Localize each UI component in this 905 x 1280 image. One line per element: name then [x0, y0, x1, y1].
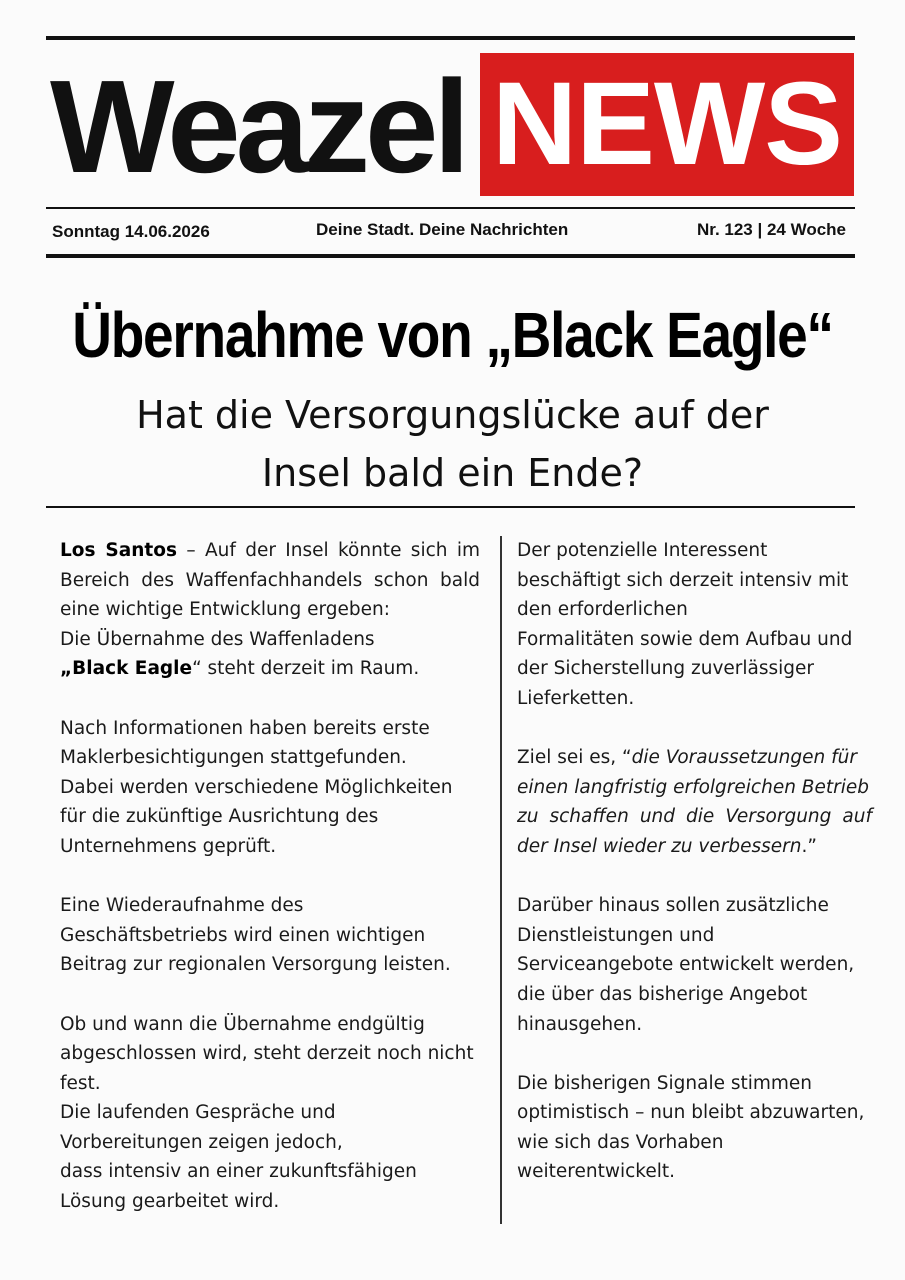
text-line: Maklerbesichtigungen stattgefunden.	[60, 747, 407, 769]
text-line: für die zukünftige Ausrichtung des	[60, 806, 379, 828]
article-headline: Übernahme von „Black Eagle“	[72, 299, 833, 371]
column-divider	[500, 536, 502, 1224]
masthead-weazel-logo: Weazel	[50, 53, 466, 200]
right-paragraph-3	[517, 891, 872, 1039]
left-paragraph-3	[60, 891, 480, 980]
text-line: Dabei werden verschiedene Möglichkeiten	[60, 776, 453, 798]
headline-rule	[46, 506, 855, 508]
quote-text: zu schaffen und die Versorgung auf	[517, 806, 872, 828]
text-line: Lieferketten.	[517, 687, 635, 709]
quote-text: die Voraussetzungen für	[631, 747, 857, 769]
text-line: Der potenzielle Interessent	[517, 540, 768, 561]
text-span: .”	[801, 835, 817, 857]
subheadline-line-1: Hat die Versorgungslücke auf der	[136, 393, 769, 437]
masthead-news-logo	[480, 53, 854, 196]
dateline-location: Los Santos	[60, 540, 177, 561]
text-span: Ziel sei es, “	[517, 747, 632, 769]
text-line: Die bisherigen Signale stimmen	[517, 1072, 813, 1094]
text-line: Die laufenden Gespräche und	[60, 1102, 336, 1124]
text-line: wie sich das Vorhaben	[517, 1131, 724, 1153]
text-line: fest.	[60, 1072, 101, 1094]
text-line: Eine Wiederaufnahme des	[60, 895, 304, 917]
masthead-top-rule	[46, 36, 855, 40]
text-line	[60, 536, 480, 566]
text-line: dass intensiv an einer zukunftsfähigen	[60, 1161, 417, 1183]
shop-name: Black Eagle	[72, 658, 193, 680]
text-line: beschäftigt sich derzeit intensiv mit	[517, 569, 849, 591]
left-paragraph-1	[60, 536, 480, 684]
text-line: der Sicherstellung zuverlässiger	[517, 658, 815, 680]
text-line	[517, 832, 872, 862]
text-line: Vorbereitungen zeigen jedoch,	[60, 1131, 343, 1153]
masthead-news-text: NEWS	[492, 58, 842, 190]
text-line: Unternehmens geprüft.	[60, 835, 277, 857]
text-line	[517, 743, 872, 773]
right-paragraph-1	[517, 536, 872, 714]
article-subheadline	[100, 386, 805, 502]
text-line: Die Übernahme des Waffenladens	[60, 628, 375, 650]
text-line: Lösung gearbeitet wird.	[60, 1191, 280, 1213]
text-line: Serviceangebote entwickelt werden,	[517, 954, 855, 976]
right-paragraph-4	[517, 1069, 872, 1187]
subheadline-line-2: Insel bald ein Ende?	[261, 451, 644, 495]
text-line: abgeschlossen wird, steht derzeit noch nicht	[60, 1043, 474, 1065]
text-line: Bereich des Waffenfachhandels schon bald	[60, 569, 480, 591]
left-paragraph-4	[60, 1010, 480, 1217]
text-line: optimistisch – nun bleibt abzuwarten,	[517, 1102, 865, 1124]
text-span: – Auf der Insel könnte sich im	[176, 540, 480, 561]
text-line: Beitrag zur regionalen Versorgung leisten.	[60, 954, 451, 976]
text-line: den erforderlichen	[517, 599, 688, 621]
text-line: hinausgehen.	[517, 1013, 643, 1035]
text-line: die über das bisherige Angebot	[517, 983, 808, 1005]
text-line	[517, 802, 872, 832]
text-line	[60, 654, 480, 684]
text-line: Nach Informationen haben bereits erste	[60, 717, 430, 739]
text-line: Geschäftsbetriebs wird einen wichtigen	[60, 924, 426, 946]
text-line: eine wichtige Entwicklung ergeben:	[60, 599, 390, 621]
slogan: Deine Stadt. Deine Nachrichten	[316, 220, 569, 239]
text-line: Formalitäten sowie dem Aufbau und	[517, 628, 853, 650]
quote-open: „	[60, 658, 73, 680]
text-line: Darüber hinaus sollen zusätzliche	[517, 895, 829, 917]
dateline-top-rule	[46, 207, 855, 209]
article-right-column	[517, 536, 872, 1217]
text-line	[517, 773, 872, 803]
text-line: weiterentwickelt.	[517, 1161, 675, 1183]
article-left-column	[60, 536, 480, 1246]
issue-date: Sonntag 14.06.2026	[52, 222, 210, 241]
left-paragraph-2	[60, 714, 480, 862]
right-paragraph-2	[517, 743, 872, 861]
dateline-bottom-rule	[46, 254, 855, 258]
text-span: “ steht derzeit im Raum.	[192, 658, 420, 680]
text-line: Ob und wann die Übernahme endgültig	[60, 1013, 425, 1035]
quote-text: der Insel wieder zu verbessern	[517, 835, 802, 857]
quote-text: einen langfristig erfolgreichen Betrieb	[517, 776, 870, 798]
text-line: Dienstleistungen und	[517, 924, 715, 946]
issue-number: Nr. 123 | 24 Woche	[697, 220, 847, 239]
